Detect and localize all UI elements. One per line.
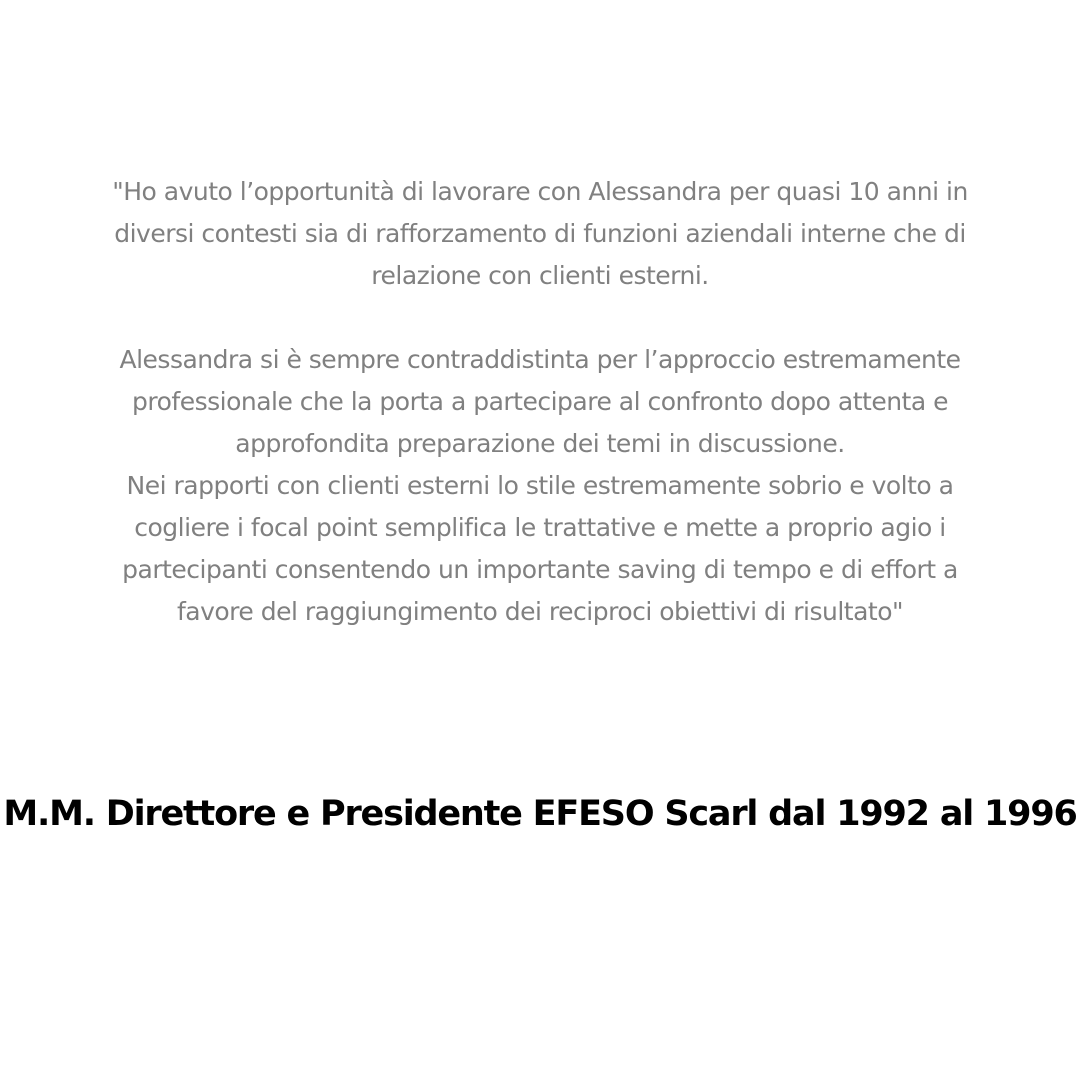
testimonial-quote	[40, 171, 1040, 633]
quote-line: diversi contesti sia di rafforzamento di funzioni aziendali interne che di	[114, 219, 966, 248]
paragraph-gap	[40, 297, 1040, 339]
testimonial-attribution: M.M. Direttore e Presidente EFESO Scarl dal 1992 al 1996	[3, 794, 1077, 834]
quote-line: "Ho avuto l’opportunità di lavorare con Alessandra per quasi 10 anni in	[112, 177, 968, 206]
quote-line: favore del raggiungimento dei reciproci obiettivi di risultato"	[176, 597, 904, 626]
quote-line: partecipanti consentendo un importante saving di tempo e di effort a	[122, 555, 958, 584]
quote-line: cogliere i focal point semplifica le trattative e mette a proprio agio i	[134, 513, 946, 542]
quote-line: relazione con clienti esterni.	[371, 261, 709, 290]
quote-line: Alessandra si è sempre contraddistinta per l’approccio estremamente	[119, 345, 961, 374]
quote-line: professionale che la porta a partecipare al confronto dopo attenta e	[132, 387, 948, 416]
quote-line: Nei rapporti con clienti esterni lo stile estremamente sobrio e volto a	[126, 471, 954, 500]
quote-line: approfondita preparazione dei temi in discussione.	[235, 429, 845, 458]
